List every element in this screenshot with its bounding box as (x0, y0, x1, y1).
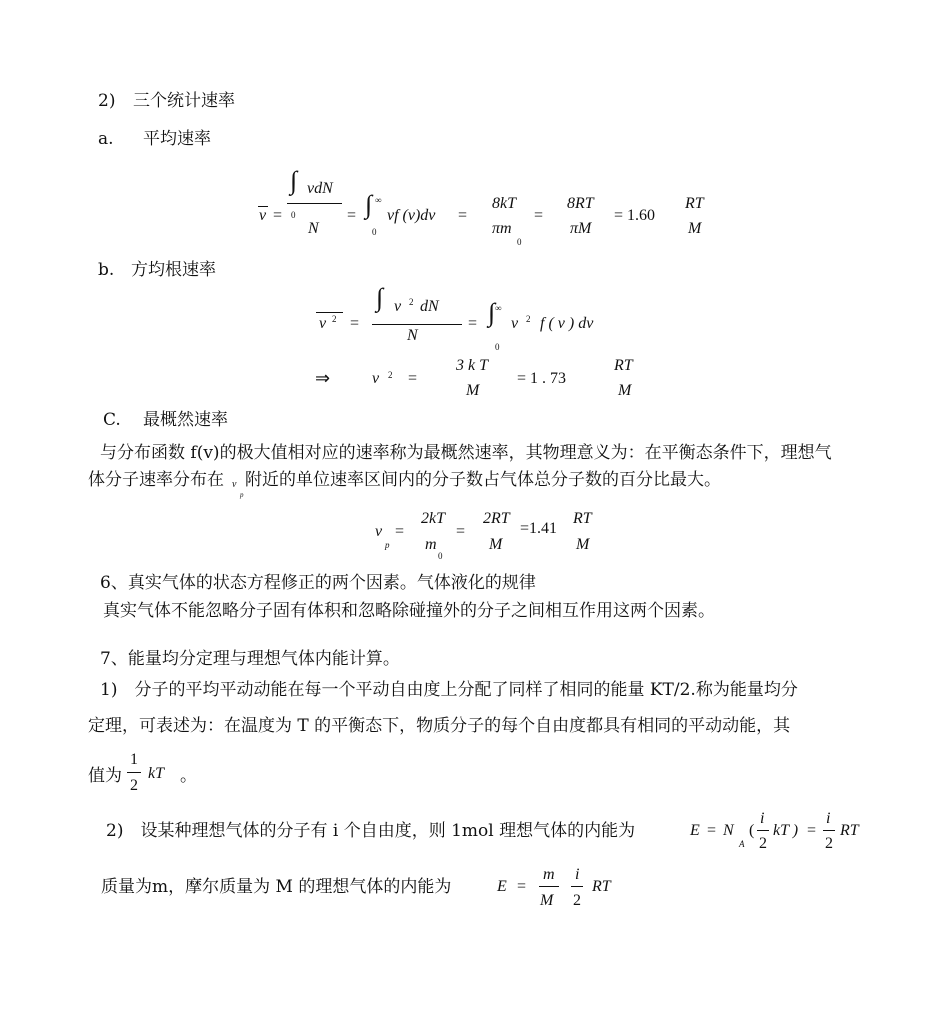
paragraph-c-line2a: 体分子速率分布在 (88, 470, 224, 490)
integral-sign: ∫ (488, 298, 496, 327)
denominator-M: M (576, 536, 590, 553)
fraction-bar (571, 886, 583, 887)
numerator-m: m (543, 866, 555, 883)
equals: = (273, 207, 283, 224)
item-c-label: C. (103, 410, 121, 430)
item-b-label: b. (98, 260, 115, 280)
equals: = (408, 370, 418, 387)
numerator-2kT: 2kT (421, 510, 445, 527)
numerator-i: i (760, 810, 765, 827)
superscript-2: 2 (409, 297, 414, 307)
equals: = (517, 878, 527, 895)
vp-inline: v (232, 479, 237, 490)
denominator-2: 2 (825, 835, 833, 852)
dN: dN (420, 298, 439, 315)
equals: = (347, 207, 357, 224)
integral-sign: ∫ (290, 166, 298, 195)
fraction-bar (372, 324, 462, 325)
kT-paren: kT ) (773, 822, 799, 839)
denominator-m: m (425, 536, 437, 553)
denominator-2: 2 (759, 835, 767, 852)
subscript-0: 0 (438, 551, 443, 561)
denominator-N: N (407, 327, 418, 344)
kT: kT (148, 765, 164, 782)
equals: = (707, 822, 717, 839)
section-7-p1-line3a: 值为 (88, 766, 122, 786)
overbar (258, 206, 268, 207)
numerator-1: 1 (130, 751, 138, 768)
numerator-i: i (575, 866, 580, 883)
numerator-RT: RT (685, 195, 704, 212)
fraction-bar (127, 772, 141, 773)
section-7-title: 7、能量均分定理与理想气体内能计算。 (100, 649, 400, 669)
paragraph-c-line2b: 附近的单位速率区间内的分子数占气体总分子数的百分比最大。 (245, 470, 721, 490)
coefficient-1-60: = 1.60 (614, 207, 656, 224)
numerator-vdN: vdN (307, 180, 333, 197)
equals: = (456, 523, 466, 540)
integral-sign: ∫ (376, 283, 384, 312)
RT: RT (840, 822, 859, 839)
numerator-RT: RT (573, 510, 592, 527)
integral-sign: ∫ (365, 190, 373, 219)
upper-limit: ∞ (375, 195, 382, 205)
superscript-2: 2 (332, 314, 337, 324)
section-7-p1-line2: 定理，可表述为：在温度为 T 的平衡态下，物质分子的每个自由度都具有相同的平动动能，其 (88, 716, 791, 736)
item-a-title: 平均速率 (143, 129, 211, 149)
section-6-body: 真实气体不能忽略分子固有体积和忽略除碰撞外的分子之间相互作用这两个因素。 (103, 601, 715, 621)
equals: = (468, 315, 478, 332)
equals: = (458, 207, 468, 224)
denominator-M: M (540, 892, 554, 909)
equals: = (350, 315, 360, 332)
E-symbol: E (690, 822, 700, 839)
E-symbol: E (497, 878, 507, 895)
paragraph-c-line1: 与分布函数 f(v)的极大值相对应的速率称为最概然速率，其物理意义为：在平衡态条件下，理想气 (100, 443, 832, 463)
fraction-bar (757, 830, 769, 831)
subscript-A: A (739, 839, 745, 849)
numerator-8RT: 8RT (567, 195, 594, 212)
item-a-label: a. (98, 129, 114, 149)
denominator-N: N (308, 220, 319, 237)
item-b-title: 方均根速率 (131, 260, 216, 280)
integrand: vf (v)dv (387, 207, 436, 224)
section-7-p1-line3b: 。 (180, 766, 197, 786)
section-7-p1-line1: 1) 分子的平均平动动能在每一个平动自由度上分配了同样了相同的能量 KT/2.称为能量均分 (100, 680, 798, 700)
section-2-title: 三个统计速率 (133, 91, 235, 111)
fraction-bar (287, 203, 342, 204)
coefficient-1-41: =1.41 (520, 520, 558, 537)
upper-limit: ∞ (495, 303, 502, 313)
paren: ( (749, 822, 755, 839)
lower-limit: 0 (291, 210, 296, 220)
numerator-2RT: 2RT (483, 510, 510, 527)
denominator-M: M (688, 220, 702, 237)
denominator-2: 2 (130, 777, 138, 794)
equals: = (807, 822, 817, 839)
denominator-2: 2 (573, 892, 581, 909)
numerator-8kT: 8kT (492, 195, 516, 212)
superscript-2: 2 (388, 370, 393, 380)
integrand: f ( v ) dv (540, 315, 594, 332)
v-symbol: v (394, 298, 402, 315)
denominator-pi-M: πM (570, 220, 592, 237)
v-symbol: v (259, 207, 267, 224)
lower-limit: 0 (372, 227, 377, 237)
N-symbol: N (723, 822, 734, 839)
section-7-p3: 质量为m，摩尔质量为 M 的理想气体的内能为 (101, 877, 452, 897)
coefficient-1-73: = 1 . 73 (517, 370, 567, 387)
RT: RT (592, 878, 611, 895)
equals: = (534, 207, 544, 224)
superscript-2: 2 (526, 314, 531, 324)
numerator-RT: RT (614, 357, 633, 374)
section-6-title: 6、真实气体的状态方程修正的两个因素。气体液化的规律 (100, 573, 536, 593)
section-2-number: 2) (98, 91, 116, 111)
numerator-3kT: 3 k T (456, 357, 488, 374)
section-7-p2: 2) 设某种理想气体的分子有 i 个自由度，则 1mol 理想气体的内能为 (106, 821, 636, 841)
denominator-M: M (489, 536, 503, 553)
overbar (316, 312, 343, 313)
denominator-M: M (466, 382, 480, 399)
lower-limit: 0 (495, 342, 500, 352)
numerator-i: i (826, 810, 831, 827)
v-symbol: v (511, 315, 519, 332)
subscript-0: 0 (517, 237, 522, 247)
item-c-title: 最概然速率 (143, 410, 228, 430)
equals: = (395, 523, 405, 540)
vp-subscript: p (240, 491, 244, 499)
denominator-pi-m: πm (492, 220, 512, 237)
denominator-M: M (618, 382, 632, 399)
v-symbol: v (319, 315, 327, 332)
fraction-bar (823, 830, 835, 831)
implies-arrow: ⇒ (315, 368, 331, 388)
fraction-bar (539, 886, 559, 887)
v-symbol: v (372, 370, 380, 387)
v-symbol: v (375, 523, 383, 540)
subscript-p: p (385, 540, 390, 550)
